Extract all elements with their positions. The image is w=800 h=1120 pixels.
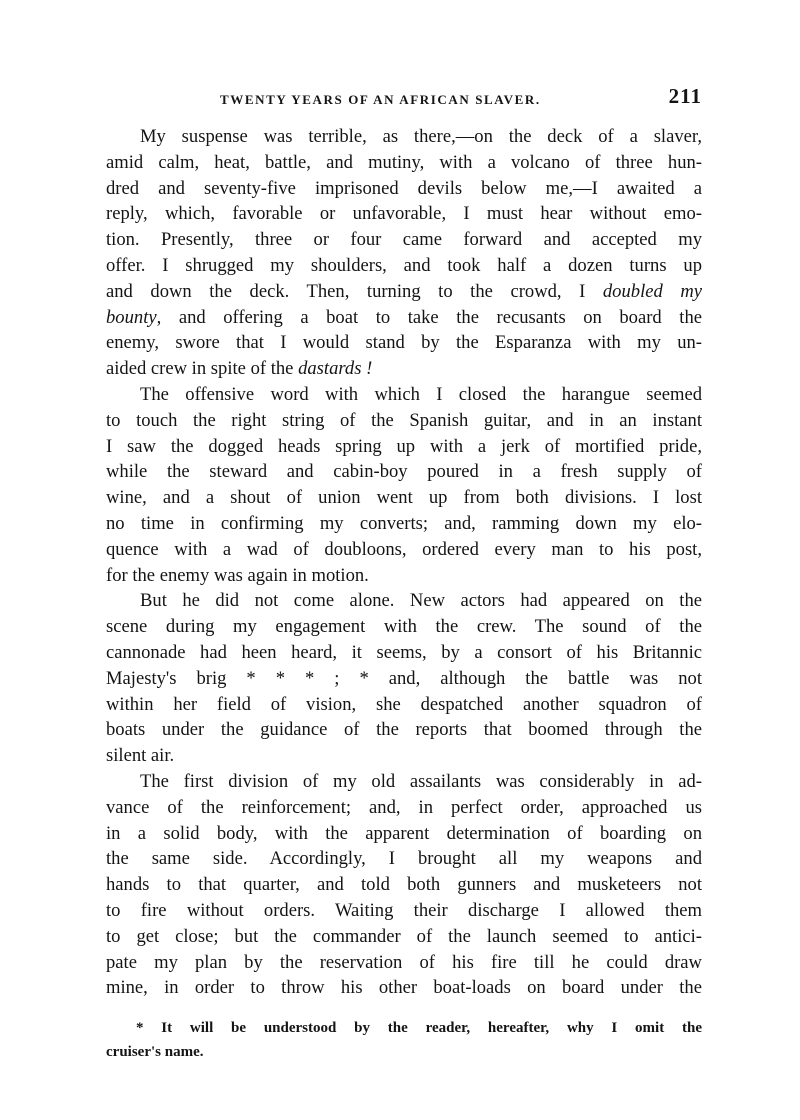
text-line: amid calm, heat, battle, and mutiny, with a volcano of three hun-: [106, 151, 702, 173]
text-line: and down the deck. Then, turning to the crowd, I doubled my: [106, 280, 703, 302]
page-number: 211: [668, 84, 702, 108]
text-line: The first division of my old assailants was considerably in ad-: [140, 770, 702, 792]
text-line: aided crew in spite of the dastards !: [106, 358, 373, 380]
text-line: quence with a wad of doubloons, ordered every man to his post,: [106, 538, 702, 560]
italic-phrase: dastards !: [298, 358, 373, 380]
footnote-line: * It will be understood by the reader, hereafter, why I omit the: [136, 1020, 702, 1036]
text-line: Majesty's brig * * * ; * and, although the battle was not: [106, 667, 702, 689]
footnote: [106, 1016, 702, 1064]
text-line: mine, in order to throw his other boat-loads on board under the: [106, 977, 702, 999]
text-line: hands to that quarter, and told both gunners and musketeers not: [106, 874, 702, 896]
text-line: offer. I shrugged my shoulders, and took half a dozen turns up: [106, 254, 702, 276]
text-line: I saw the dogged heads spring up with a jerk of mortified pride,: [106, 435, 702, 457]
text-line: enemy, swore that I would stand by the Esparanza with my un-: [106, 332, 702, 354]
text-line: wine, and a shout of union went up from both divisions. I lost: [106, 487, 702, 509]
text-line: within her field of vision, she despatched another squadron of: [106, 693, 702, 715]
text-line: tion. Presently, three or four came forward and accepted my: [106, 229, 702, 251]
text-line: to get close; but the commander of the launch seemed to antici-: [106, 925, 702, 947]
footnote-line: cruiser's name.: [106, 1044, 204, 1060]
text-line: no time in confirming my converts; and, ramming down my elo-: [106, 512, 702, 534]
text-line: the same side. Accordingly, I brought all my weapons and: [106, 848, 702, 870]
text-line: silent air.: [106, 745, 175, 767]
text-line: vance of the reinforcement; and, in perfect order, approached us: [106, 796, 702, 818]
text-line: cannonade had heen heard, it seems, by a consort of his Britannic: [106, 641, 702, 663]
text-line: while the steward and cabin-boy poured in a fresh supply of: [106, 461, 702, 483]
running-head-title: TWENTY YEARS OF AN AFRICAN SLAVER.: [220, 92, 541, 107]
italic-phrase: doubled my: [602, 280, 703, 302]
text-line: to fire without orders. Waiting their discharge I allowed them: [106, 899, 702, 921]
text-line: But he did not come alone. New actors had appeared on the: [140, 590, 702, 612]
text-line: in a solid body, with the apparent determination of boarding on: [106, 822, 702, 844]
running-head: [106, 84, 702, 114]
text-line: for the enemy was again in motion.: [106, 564, 369, 586]
italic-phrase: bounty: [106, 306, 157, 328]
text-line: reply, which, favorable or unfavorable, I must hear without emo-: [106, 203, 702, 225]
text-line: pate my plan by the reservation of his fire till he could draw: [106, 951, 702, 973]
text-line: The offensive word with which I closed the harangue seemed: [140, 383, 702, 405]
text-line: dred and seventy-five imprisoned devils below me,—I awaited a: [106, 177, 702, 199]
text-line: My suspense was terrible, as there,—on the deck of a slaver,: [140, 126, 702, 147]
text-line: scene during my engagement with the crew. The sound of the: [106, 616, 702, 638]
text-line: boats under the guidance of the reports that boomed through the: [106, 719, 702, 741]
text-line: bounty, and offering a boat to take the recusants on board the: [106, 306, 702, 328]
text-line: to touch the right string of the Spanish guitar, and in an instant: [106, 409, 702, 431]
body-text: [106, 124, 702, 1001]
